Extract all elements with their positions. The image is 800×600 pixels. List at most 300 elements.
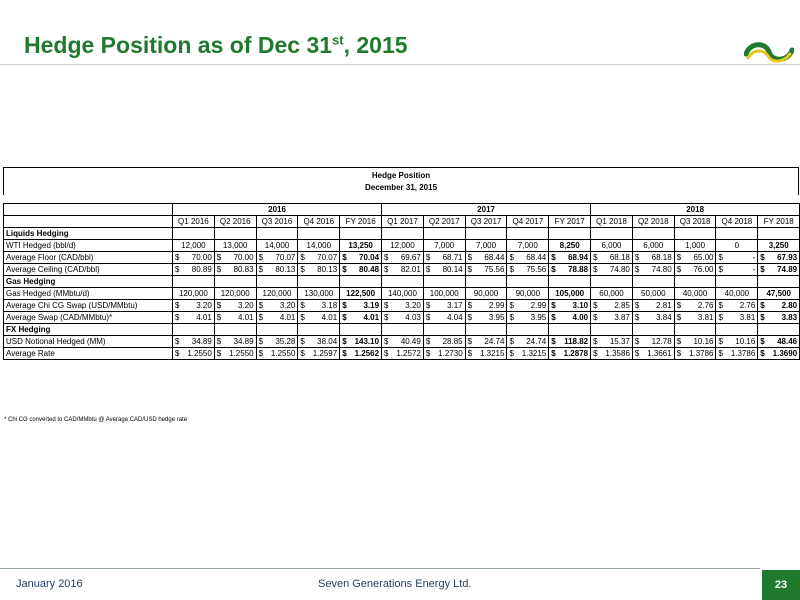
value-amount: - bbox=[752, 264, 756, 274]
quarter-header: FY 2016 bbox=[340, 216, 382, 228]
currency-symbol: $ bbox=[175, 300, 180, 310]
currency-symbol: $ bbox=[551, 312, 556, 322]
empty-cell bbox=[716, 228, 758, 240]
value-amount: 3.20 bbox=[238, 300, 254, 310]
value-amount: - bbox=[752, 252, 756, 262]
value-cell bbox=[716, 252, 758, 264]
quarter-header: FY 2017 bbox=[549, 216, 591, 228]
value-cell bbox=[382, 312, 424, 324]
value-cell: 120,000 bbox=[173, 288, 215, 300]
value-amount: 4.03 bbox=[405, 312, 421, 322]
currency-symbol: $ bbox=[509, 300, 514, 310]
empty-cell bbox=[382, 276, 424, 288]
empty-cell bbox=[340, 228, 382, 240]
currency-symbol: $ bbox=[175, 264, 180, 274]
empty-cell bbox=[382, 228, 424, 240]
value-cell bbox=[632, 264, 674, 276]
value-cell bbox=[549, 336, 591, 348]
value-amount: 4.04 bbox=[447, 312, 463, 322]
quarter-header: Q3 2016 bbox=[256, 216, 298, 228]
row-label: Average Chi CG Swap (USD/MMbtu) bbox=[4, 300, 173, 312]
section-row bbox=[4, 324, 800, 336]
value-amount: 38.04 bbox=[317, 336, 338, 346]
value-amount: 12.78 bbox=[651, 336, 672, 346]
section-row bbox=[4, 276, 800, 288]
quarter-header: Q4 2018 bbox=[716, 216, 758, 228]
value-amount: 3.81 bbox=[697, 312, 714, 322]
empty-cell bbox=[674, 276, 716, 288]
value-amount: 3.87 bbox=[614, 312, 630, 322]
value-cell: 47,500 bbox=[758, 288, 800, 300]
empty-cell bbox=[632, 324, 674, 336]
currency-symbol: $ bbox=[676, 336, 682, 346]
value-amount: 24.74 bbox=[526, 336, 547, 346]
value-cell bbox=[423, 348, 465, 360]
value-cell bbox=[465, 312, 507, 324]
value-cell bbox=[340, 252, 382, 264]
empty-cell bbox=[465, 228, 507, 240]
currency-symbol: $ bbox=[760, 336, 765, 346]
quarter-header: Q3 2017 bbox=[465, 216, 507, 228]
value-amount: 2.80 bbox=[781, 300, 798, 310]
value-cell bbox=[173, 300, 215, 312]
currency-symbol: $ bbox=[384, 300, 389, 310]
currency-symbol: $ bbox=[384, 336, 389, 346]
currency-symbol: $ bbox=[300, 348, 305, 358]
value-amount: 4.00 bbox=[572, 312, 589, 322]
value-amount: 1.3661 bbox=[647, 348, 672, 358]
currency-symbol: $ bbox=[258, 300, 264, 310]
value-amount: 68.18 bbox=[651, 252, 672, 262]
currency-symbol: $ bbox=[384, 348, 389, 358]
value-cell: 120,000 bbox=[256, 288, 298, 300]
value-amount: 10.16 bbox=[693, 336, 714, 346]
value-cell bbox=[549, 348, 591, 360]
empty-cell bbox=[298, 276, 340, 288]
empty-cell bbox=[507, 228, 549, 240]
value-amount: 70.07 bbox=[317, 252, 338, 262]
currency-symbol: $ bbox=[551, 252, 556, 262]
value-cell: 60,000 bbox=[591, 288, 633, 300]
value-cell: 14,000 bbox=[256, 240, 298, 252]
value-amount: 68.18 bbox=[609, 252, 630, 262]
value-cell bbox=[465, 336, 507, 348]
value-cell: 8,250 bbox=[549, 240, 591, 252]
quarter-header: Q1 2016 bbox=[173, 216, 215, 228]
currency-symbol: $ bbox=[216, 300, 222, 310]
header-empty-cell bbox=[4, 216, 173, 228]
currency-symbol: $ bbox=[718, 312, 723, 322]
value-amount: 68.44 bbox=[484, 252, 505, 262]
value-cell bbox=[298, 252, 340, 264]
value-cell: 90,000 bbox=[465, 288, 507, 300]
value-cell bbox=[256, 348, 298, 360]
table-row bbox=[4, 288, 800, 300]
value-amount: 2.76 bbox=[697, 300, 714, 310]
company-logo-icon bbox=[744, 38, 794, 66]
empty-cell bbox=[591, 324, 633, 336]
currency-symbol: $ bbox=[300, 336, 305, 346]
value-cell bbox=[423, 300, 465, 312]
year-header-row bbox=[4, 204, 800, 216]
value-amount: 78.88 bbox=[568, 264, 589, 274]
value-cell bbox=[632, 348, 674, 360]
value-amount: 68.44 bbox=[526, 252, 547, 262]
currency-symbol: $ bbox=[258, 348, 264, 358]
currency-symbol: $ bbox=[175, 348, 180, 358]
value-amount: 70.00 bbox=[191, 252, 212, 262]
currency-symbol: $ bbox=[467, 300, 473, 310]
value-amount: 82.01 bbox=[400, 264, 421, 274]
value-cell bbox=[382, 264, 424, 276]
currency-symbol: $ bbox=[593, 264, 598, 274]
value-amount: 1.2597 bbox=[312, 348, 338, 358]
value-cell bbox=[674, 300, 716, 312]
value-amount: 4.01 bbox=[279, 312, 296, 322]
value-cell: 12,000 bbox=[173, 240, 215, 252]
quarter-header: Q1 2018 bbox=[591, 216, 633, 228]
value-cell bbox=[465, 252, 507, 264]
value-amount: 4.01 bbox=[321, 312, 338, 322]
value-amount: 24.74 bbox=[484, 336, 505, 346]
table-subtitle: December 31, 2015 bbox=[364, 183, 438, 192]
value-amount: 48.46 bbox=[777, 336, 798, 346]
year-header: 2017 bbox=[382, 204, 591, 216]
currency-symbol: $ bbox=[509, 348, 514, 358]
year-header: 2018 bbox=[591, 204, 800, 216]
value-amount: 3.10 bbox=[572, 300, 589, 310]
value-amount: 3.18 bbox=[321, 300, 338, 310]
empty-cell bbox=[758, 228, 800, 240]
value-cell bbox=[256, 336, 298, 348]
value-cell bbox=[465, 264, 507, 276]
currency-symbol: $ bbox=[593, 300, 598, 310]
currency-symbol: $ bbox=[509, 264, 514, 274]
value-amount: 65.00 bbox=[693, 252, 714, 262]
value-cell: 13,000 bbox=[214, 240, 256, 252]
value-cell bbox=[173, 252, 215, 264]
value-amount: 40.49 bbox=[400, 336, 421, 346]
value-cell bbox=[214, 264, 256, 276]
currency-symbol: $ bbox=[342, 252, 347, 262]
value-cell bbox=[423, 264, 465, 276]
value-cell bbox=[340, 264, 382, 276]
value-amount: 34.89 bbox=[191, 336, 212, 346]
quarter-header-row bbox=[4, 216, 800, 228]
header-divider bbox=[0, 64, 800, 65]
value-cell bbox=[298, 312, 340, 324]
currency-symbol: $ bbox=[384, 264, 389, 274]
value-cell bbox=[591, 252, 633, 264]
quarter-header: Q2 2016 bbox=[214, 216, 256, 228]
row-label: Average Ceiling (CAD/bbl) bbox=[4, 264, 173, 276]
value-cell: 100,000 bbox=[423, 288, 465, 300]
empty-cell bbox=[632, 228, 674, 240]
value-cell bbox=[632, 300, 674, 312]
value-cell bbox=[507, 252, 549, 264]
currency-symbol: $ bbox=[676, 312, 682, 322]
currency-symbol: $ bbox=[258, 312, 264, 322]
value-cell: 1,000 bbox=[674, 240, 716, 252]
row-label: Average Rate bbox=[4, 348, 173, 360]
value-cell bbox=[465, 348, 507, 360]
value-cell bbox=[298, 300, 340, 312]
value-cell bbox=[507, 264, 549, 276]
currency-symbol: $ bbox=[467, 312, 473, 322]
value-cell bbox=[173, 336, 215, 348]
empty-cell bbox=[674, 228, 716, 240]
value-amount: 4.01 bbox=[363, 312, 380, 322]
value-cell bbox=[340, 312, 382, 324]
value-amount: 1.2550 bbox=[229, 348, 254, 358]
value-amount: 3.20 bbox=[405, 300, 421, 310]
value-amount: 70.04 bbox=[359, 252, 380, 262]
currency-symbol: $ bbox=[551, 300, 556, 310]
currency-symbol: $ bbox=[760, 300, 765, 310]
value-cell bbox=[632, 336, 674, 348]
value-cell bbox=[716, 312, 758, 324]
empty-cell bbox=[549, 324, 591, 336]
value-cell bbox=[591, 336, 633, 348]
empty-cell bbox=[465, 324, 507, 336]
empty-cell bbox=[758, 324, 800, 336]
table-heading-box bbox=[3, 167, 799, 195]
row-label: WTI Hedged (bbl/d) bbox=[4, 240, 173, 252]
value-amount: 2.85 bbox=[614, 300, 630, 310]
value-cell bbox=[423, 336, 465, 348]
value-amount: 80.13 bbox=[317, 264, 338, 274]
currency-symbol: $ bbox=[760, 252, 765, 262]
value-cell: 14,000 bbox=[298, 240, 340, 252]
value-cell bbox=[507, 348, 549, 360]
table-title: Hedge Position bbox=[371, 171, 431, 180]
value-cell bbox=[214, 300, 256, 312]
section-label: Gas Hedging bbox=[4, 276, 173, 288]
value-cell bbox=[340, 348, 382, 360]
value-amount: 1.3215 bbox=[521, 348, 547, 358]
year-header: 2016 bbox=[173, 204, 382, 216]
value-cell bbox=[758, 300, 800, 312]
value-amount: 3.95 bbox=[488, 312, 505, 322]
value-amount: 28.85 bbox=[442, 336, 463, 346]
value-cell bbox=[423, 312, 465, 324]
quarter-header: Q2 2017 bbox=[423, 216, 465, 228]
section-row bbox=[4, 228, 800, 240]
value-amount: 70.00 bbox=[233, 252, 254, 262]
value-amount: 1.2730 bbox=[438, 348, 463, 358]
currency-symbol: $ bbox=[258, 252, 264, 262]
currency-symbol: $ bbox=[509, 336, 514, 346]
currency-symbol: $ bbox=[718, 264, 723, 274]
currency-symbol: $ bbox=[342, 300, 347, 310]
section-label: Liquids Hedging bbox=[4, 228, 173, 240]
value-cell: 12,000 bbox=[382, 240, 424, 252]
empty-cell bbox=[591, 228, 633, 240]
value-cell: 90,000 bbox=[507, 288, 549, 300]
value-cell: 140,000 bbox=[382, 288, 424, 300]
empty-cell bbox=[382, 324, 424, 336]
table-row bbox=[4, 264, 800, 276]
value-cell bbox=[674, 336, 716, 348]
currency-symbol: $ bbox=[760, 264, 765, 274]
value-amount: 80.14 bbox=[442, 264, 463, 274]
value-amount: 2.81 bbox=[656, 300, 672, 310]
hedge-table bbox=[3, 203, 800, 360]
currency-symbol: $ bbox=[216, 348, 222, 358]
value-amount: 1.2572 bbox=[396, 348, 421, 358]
value-cell bbox=[256, 300, 298, 312]
currency-symbol: $ bbox=[425, 312, 431, 322]
value-cell bbox=[507, 300, 549, 312]
row-label: USD Notional Hedged (MM) bbox=[4, 336, 173, 348]
empty-cell bbox=[716, 324, 758, 336]
value-amount: 75.56 bbox=[526, 264, 547, 274]
empty-cell bbox=[173, 276, 215, 288]
quarter-header: Q2 2018 bbox=[632, 216, 674, 228]
value-amount: 1.2550 bbox=[270, 348, 296, 358]
empty-cell bbox=[632, 276, 674, 288]
currency-symbol: $ bbox=[509, 312, 514, 322]
value-cell bbox=[173, 264, 215, 276]
currency-symbol: $ bbox=[216, 252, 222, 262]
value-amount: 1.3690 bbox=[772, 348, 798, 358]
currency-symbol: $ bbox=[551, 348, 556, 358]
currency-symbol: $ bbox=[384, 312, 389, 322]
value-amount: 15.37 bbox=[609, 336, 630, 346]
value-cell: 6,000 bbox=[591, 240, 633, 252]
value-cell bbox=[549, 252, 591, 264]
value-amount: 2.99 bbox=[488, 300, 505, 310]
footnote: * Chi CG converted to CAD/MMbtu @ Average CAD/USD hedge rate bbox=[4, 417, 188, 423]
value-amount: 74.89 bbox=[777, 264, 798, 274]
value-cell bbox=[758, 312, 800, 324]
value-cell bbox=[716, 348, 758, 360]
currency-symbol: $ bbox=[676, 348, 682, 358]
value-cell bbox=[465, 300, 507, 312]
currency-symbol: $ bbox=[634, 336, 640, 346]
empty-cell bbox=[549, 228, 591, 240]
empty-cell bbox=[214, 324, 256, 336]
value-cell bbox=[591, 300, 633, 312]
currency-symbol: $ bbox=[593, 336, 598, 346]
value-cell bbox=[214, 312, 256, 324]
currency-symbol: $ bbox=[175, 252, 180, 262]
currency-symbol: $ bbox=[634, 252, 640, 262]
currency-symbol: $ bbox=[467, 348, 473, 358]
value-amount: 10.16 bbox=[735, 336, 756, 346]
empty-cell bbox=[340, 276, 382, 288]
currency-symbol: $ bbox=[634, 348, 640, 358]
section-label: FX Hedging bbox=[4, 324, 173, 336]
value-cell: 3,250 bbox=[758, 240, 800, 252]
value-cell bbox=[423, 252, 465, 264]
header-empty-cell bbox=[4, 204, 173, 216]
value-cell bbox=[758, 264, 800, 276]
value-amount: 118.82 bbox=[564, 336, 589, 346]
value-amount: 4.01 bbox=[238, 312, 254, 322]
currency-symbol: $ bbox=[300, 252, 305, 262]
empty-cell bbox=[298, 228, 340, 240]
row-label: Average Floor (CAD/bbl) bbox=[4, 252, 173, 264]
value-cell: 120,000 bbox=[214, 288, 256, 300]
value-cell bbox=[256, 264, 298, 276]
value-cell bbox=[632, 252, 674, 264]
value-cell bbox=[716, 336, 758, 348]
value-cell bbox=[298, 336, 340, 348]
value-cell bbox=[507, 336, 549, 348]
value-amount: 4.01 bbox=[196, 312, 212, 322]
row-label: Average Swap (CAD/MMbtu)* bbox=[4, 312, 173, 324]
currency-symbol: $ bbox=[300, 264, 305, 274]
value-cell bbox=[549, 300, 591, 312]
currency-symbol: $ bbox=[342, 264, 347, 274]
value-cell: 0 bbox=[716, 240, 758, 252]
currency-symbol: $ bbox=[216, 336, 222, 346]
value-cell: 13,250 bbox=[340, 240, 382, 252]
empty-cell bbox=[298, 324, 340, 336]
table-row bbox=[4, 312, 800, 324]
value-amount: 34.89 bbox=[233, 336, 254, 346]
value-cell bbox=[591, 264, 633, 276]
value-amount: 35.28 bbox=[275, 336, 296, 346]
footer-date: January 2016 bbox=[16, 578, 83, 590]
value-amount: 74.80 bbox=[609, 264, 630, 274]
currency-symbol: $ bbox=[258, 264, 264, 274]
value-cell bbox=[382, 348, 424, 360]
value-cell bbox=[716, 300, 758, 312]
value-amount: 3.20 bbox=[279, 300, 296, 310]
currency-symbol: $ bbox=[718, 348, 723, 358]
value-cell bbox=[549, 264, 591, 276]
currency-symbol: $ bbox=[593, 252, 598, 262]
currency-symbol: $ bbox=[258, 336, 264, 346]
currency-symbol: $ bbox=[760, 348, 765, 358]
empty-cell bbox=[591, 276, 633, 288]
value-cell: 40,000 bbox=[674, 288, 716, 300]
currency-symbol: $ bbox=[175, 336, 180, 346]
empty-cell bbox=[674, 324, 716, 336]
value-amount: 3.84 bbox=[656, 312, 672, 322]
value-amount: 2.76 bbox=[739, 300, 756, 310]
value-cell bbox=[173, 312, 215, 324]
value-cell: 7,000 bbox=[507, 240, 549, 252]
currency-symbol: $ bbox=[216, 312, 222, 322]
value-cell: 7,000 bbox=[423, 240, 465, 252]
value-amount: 74.80 bbox=[651, 264, 672, 274]
currency-symbol: $ bbox=[425, 336, 431, 346]
value-cell bbox=[382, 252, 424, 264]
value-cell bbox=[758, 252, 800, 264]
currency-symbol: $ bbox=[634, 312, 640, 322]
currency-symbol: $ bbox=[551, 336, 556, 346]
value-cell bbox=[340, 336, 382, 348]
currency-symbol: $ bbox=[300, 312, 305, 322]
value-cell bbox=[298, 264, 340, 276]
currency-symbol: $ bbox=[216, 264, 222, 274]
table-row bbox=[4, 348, 800, 360]
value-amount: 68.94 bbox=[568, 252, 589, 262]
value-amount: 3.81 bbox=[739, 312, 756, 322]
value-amount: 67.93 bbox=[777, 252, 798, 262]
empty-cell bbox=[507, 324, 549, 336]
value-cell bbox=[591, 312, 633, 324]
value-cell: 50,000 bbox=[632, 288, 674, 300]
value-amount: 3.95 bbox=[530, 312, 547, 322]
row-label: Gas Hedged (MMbtu/d) bbox=[4, 288, 173, 300]
empty-cell bbox=[423, 324, 465, 336]
empty-cell bbox=[465, 276, 507, 288]
page-number: 23 bbox=[762, 570, 800, 600]
